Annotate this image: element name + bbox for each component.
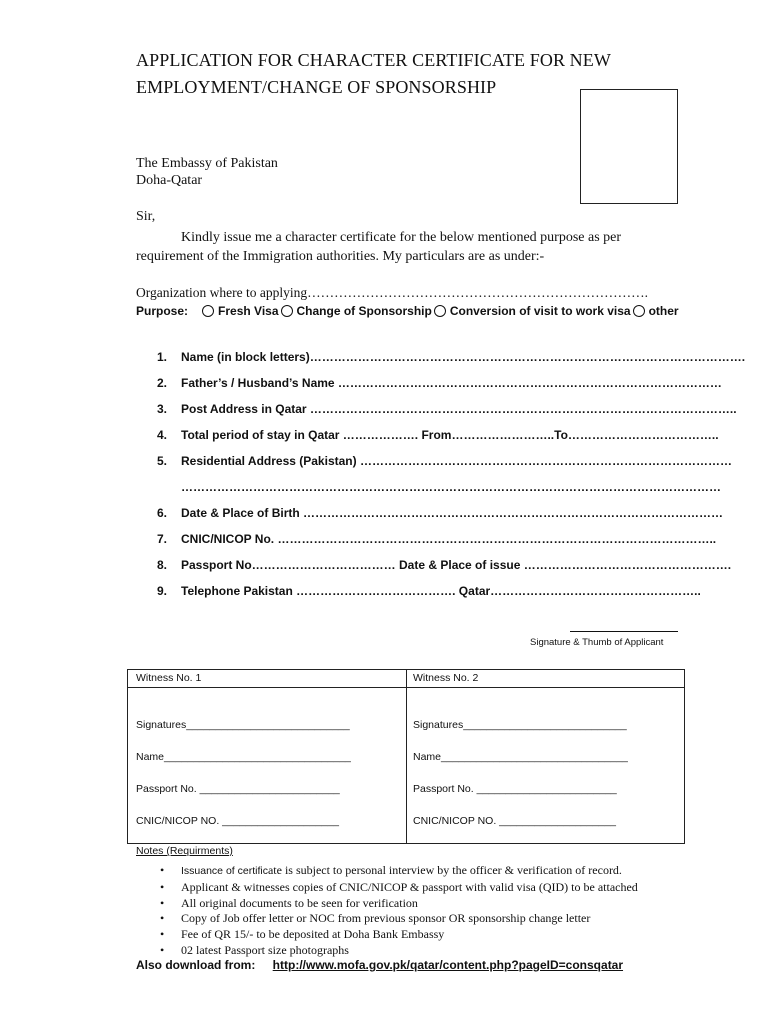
purpose-option-fresh-visa: Fresh Visa	[218, 304, 279, 318]
item-text: Total period of stay in Qatar ………………. From……………………..To………………………………..	[181, 428, 719, 442]
particulars-list	[157, 344, 745, 604]
radio-change-of-sponsorship[interactable]	[281, 305, 293, 317]
notes-list	[160, 863, 638, 959]
download-row	[136, 958, 623, 972]
item-text: Post Address in Qatar ……………………………………………………………………………………………..	[181, 402, 737, 416]
signature-line[interactable]	[570, 631, 678, 632]
purpose-option-other: other	[648, 304, 679, 318]
witness-1-cnic[interactable]: CNIC/NICOP NO. ____________________	[136, 815, 339, 827]
purpose-option-change-of-sponsorship: Change of Sponsorship	[296, 304, 432, 318]
item-text: ………………………………………………………………………………………………………………………	[181, 480, 721, 494]
body-line-2: requirement of the Immigration authorities. My particulars are as under:-	[136, 249, 545, 264]
item-number: 2.	[157, 376, 168, 390]
witness-column-divider	[406, 670, 407, 843]
item-text: Father’s / Husband’s Name ……………………………………………………………………………………	[181, 376, 722, 390]
note-1-rest: ate is subject to personal interview by the officer & verification of record.	[267, 863, 622, 877]
item-text: Passport No……………………………… Date & Place of issue …………………………………………….	[181, 558, 732, 572]
witness-2-cnic[interactable]: CNIC/NICOP NO. ____________________	[413, 815, 616, 827]
notes-title: Notes (Requirments)	[136, 845, 233, 857]
radio-fresh-visa[interactable]	[202, 305, 214, 317]
list-item: • 02 latest Passport size photographs	[160, 943, 638, 959]
list-item[interactable]	[157, 448, 745, 474]
signature-label: Signature & Thumb of Applicant	[530, 637, 664, 648]
purpose-label: Purpose:	[136, 304, 189, 318]
organization-field[interactable]: Organization where to applying………………………………………………………………….	[136, 285, 648, 300]
request-paragraph	[136, 228, 636, 266]
list-item: • Applicant & witnesses copies of CNIC/NICOP & passport with valid visa (QID) to be attached	[160, 880, 638, 896]
document-title	[136, 47, 611, 101]
witness-2-passport[interactable]: Passport No. ________________________	[413, 783, 617, 795]
list-item[interactable]	[157, 422, 745, 448]
item-text: Telephone Pakistan …………………………………. Qatar……………………………………………..	[181, 584, 701, 598]
item-number: 3.	[157, 402, 168, 416]
item-text: Date & Place of Birth ……………………………………………………………………………………………	[181, 506, 724, 520]
item-number: 1.	[157, 350, 168, 364]
radio-conversion-visit-to-work[interactable]	[434, 305, 446, 317]
list-item[interactable]	[157, 344, 745, 370]
list-item-continuation[interactable]	[157, 474, 745, 500]
download-link[interactable]: http://www.mofa.gov.pk/qatar/content.php?pageID=consqatar	[272, 958, 624, 972]
witness-2-name[interactable]: Name________________________________	[413, 751, 628, 763]
list-item: • Fee of QR 15/- to be deposited at Doha Bank Embassy	[160, 927, 638, 943]
list-item: • All original documents to be seen for verification	[160, 896, 638, 912]
title-line-1: APPLICATION FOR CHARACTER CERTIFICATE FOR NEW	[136, 50, 611, 70]
item-text: Name (in block letters)……………………………………………………………………………………………….	[181, 350, 746, 364]
photo-box	[580, 89, 678, 204]
note-1-prefix: Issuance of certific	[181, 865, 268, 877]
address-line-1: The Embassy of Pakistan	[136, 156, 278, 171]
witness-1-name[interactable]: Name________________________________	[136, 751, 351, 763]
list-item[interactable]	[157, 578, 745, 604]
witness-1-heading: Witness No. 1	[136, 672, 202, 684]
item-text: Residential Address (Pakistan) …………………………………………………………………………………	[181, 454, 732, 468]
witness-1-signature[interactable]: Signatures____________________________	[136, 719, 350, 731]
witness-2-heading: Witness No. 2	[413, 672, 479, 684]
body-line-1: Kindly issue me a character certificate for the below mentioned purpose as per	[181, 230, 622, 245]
list-item[interactable]	[157, 552, 745, 578]
list-item: • Copy of Job offer letter or NOC from previous sponsor OR sponsorship change letter	[160, 911, 638, 927]
list-item[interactable]	[157, 396, 745, 422]
download-label: Also download from:	[136, 958, 256, 972]
item-number: 5.	[157, 454, 168, 468]
purpose-row	[136, 304, 679, 318]
address-line-2: Doha-Qatar	[136, 173, 203, 188]
purpose-option-conversion: Conversion of visit to work visa	[449, 304, 631, 318]
item-text: CNIC/NICOP No. ………………………………………………………………………………………………..	[181, 532, 717, 546]
salutation: Sir,	[136, 209, 156, 224]
list-item[interactable]	[157, 526, 745, 552]
item-number: 4.	[157, 428, 168, 442]
item-number: 9.	[157, 584, 168, 598]
item-number: 7.	[157, 532, 168, 546]
radio-other[interactable]	[633, 305, 645, 317]
list-item[interactable]	[157, 370, 745, 396]
witness-1-passport[interactable]: Passport No. ________________________	[136, 783, 340, 795]
item-number: 8.	[157, 558, 168, 572]
list-item	[160, 863, 638, 880]
witness-2-signature[interactable]: Signatures____________________________	[413, 719, 627, 731]
recipient-address	[136, 155, 278, 189]
witness-table	[127, 669, 685, 844]
title-line-2: EMPLOYMENT/CHANGE OF SPONSORSHIP	[136, 77, 497, 97]
list-item[interactable]	[157, 500, 745, 526]
item-number: 6.	[157, 506, 168, 520]
